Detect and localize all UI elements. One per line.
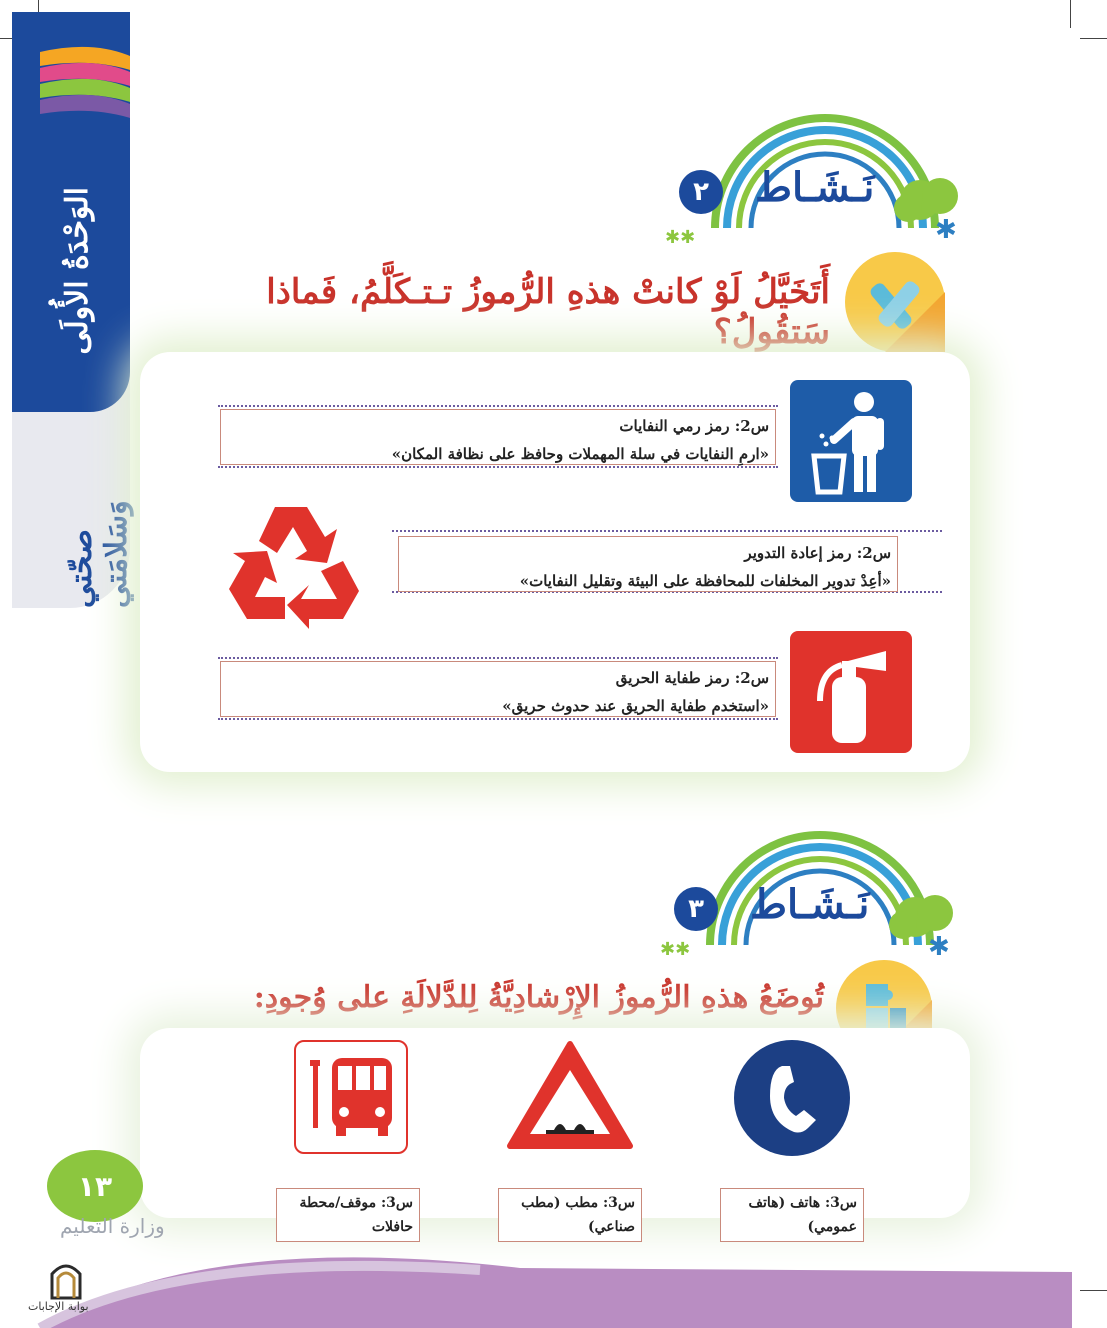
answer-line xyxy=(218,405,778,407)
svg-text:✱: ✱ xyxy=(928,932,950,962)
portal-logo-icon xyxy=(46,1258,86,1300)
answer-text: «استخدم طفاية الحريق عند حدوث حريق» xyxy=(502,697,769,715)
unit-title: الوَحْدَةُ الأُولَى xyxy=(60,187,95,355)
bus-stop-sign xyxy=(294,1040,408,1154)
activity-3-question: تُوضَعُ هذهِ الرُّموزُ الإِرْشادِيَّةُ لِلدَّلالَةِ على وُجودِ: xyxy=(253,980,824,1015)
answer-title: س2: رمز رمي النفايات xyxy=(619,417,769,435)
activity-2-question: أَتَخَيَّلُ لَوْ كانتْ هذهِ الرُّموزُ تـتـكَلَّمُ، فَماذا سَتقُولُ؟ xyxy=(266,272,830,352)
activity-3-number: ٣ xyxy=(674,887,718,931)
rainbow-arc xyxy=(660,795,960,962)
telephone-icon xyxy=(734,1040,850,1156)
answer-line xyxy=(218,657,778,659)
rainbow-arc xyxy=(665,78,965,248)
crop-mark xyxy=(1080,38,1107,39)
answer-title: س2: رمز إعادة التدوير xyxy=(744,544,891,562)
bus-stop-icon xyxy=(296,1042,402,1148)
activity-2-number: ٢ xyxy=(679,170,723,214)
answer-box-recycle[interactable] xyxy=(398,536,898,592)
ribbon-decoration xyxy=(12,42,130,122)
answer-line xyxy=(392,530,942,532)
pencil-icon xyxy=(845,252,945,352)
page-number: ١٣ xyxy=(47,1150,143,1222)
answer-title: س2: رمز طفاية الحريق xyxy=(615,669,769,687)
svg-text:✱✱: ✱✱ xyxy=(665,227,696,248)
answer-box-telephone[interactable]: س3: هاتف (هاتف عمومي) xyxy=(720,1188,864,1242)
answer-text: «ارمِ النفايات في سلة المهملات وحافظ على نظافة المكان» xyxy=(391,445,769,463)
activity-3-header xyxy=(660,795,960,962)
unit-side-tab xyxy=(12,12,134,608)
ministry-logo-text: وزارة التعليم xyxy=(60,1214,165,1238)
activity-2-header xyxy=(665,78,965,248)
bottom-wave-decoration xyxy=(0,1200,1107,1328)
answer-box-speed-bump[interactable]: س3: مطب (مطب صناعي) xyxy=(498,1188,642,1242)
fire-extinguisher-sign xyxy=(790,631,912,753)
answer-text: «أعِدْ تدوير المخلفات للمحافظة على البيئة وتقليل النفايات» xyxy=(519,572,891,590)
svg-text:✱: ✱ xyxy=(935,215,957,245)
svg-text:✱✱: ✱✱ xyxy=(660,939,691,960)
portal-name: بوابة الإجابات xyxy=(28,1300,89,1313)
trash-person-icon xyxy=(790,380,912,502)
answer-box-extinguisher[interactable] xyxy=(220,661,776,717)
activity-2-label: نَـشَـاط xyxy=(755,164,875,211)
fire-extinguisher-icon xyxy=(790,631,912,753)
trash-disposal-sign xyxy=(790,380,912,502)
recycle-icon xyxy=(225,505,360,630)
unit-subtitle: صحّتي وَسَلامَتي xyxy=(64,500,134,608)
answer-box-bus-stop[interactable]: س3: موقف/محطة حافلات xyxy=(276,1188,420,1242)
crop-mark xyxy=(1070,0,1071,28)
speed-bump-sign xyxy=(506,1040,634,1152)
activity-3-label: نَـشَـاط xyxy=(750,881,870,928)
answer-box-trash[interactable] xyxy=(220,409,776,465)
telephone-sign xyxy=(734,1040,850,1156)
